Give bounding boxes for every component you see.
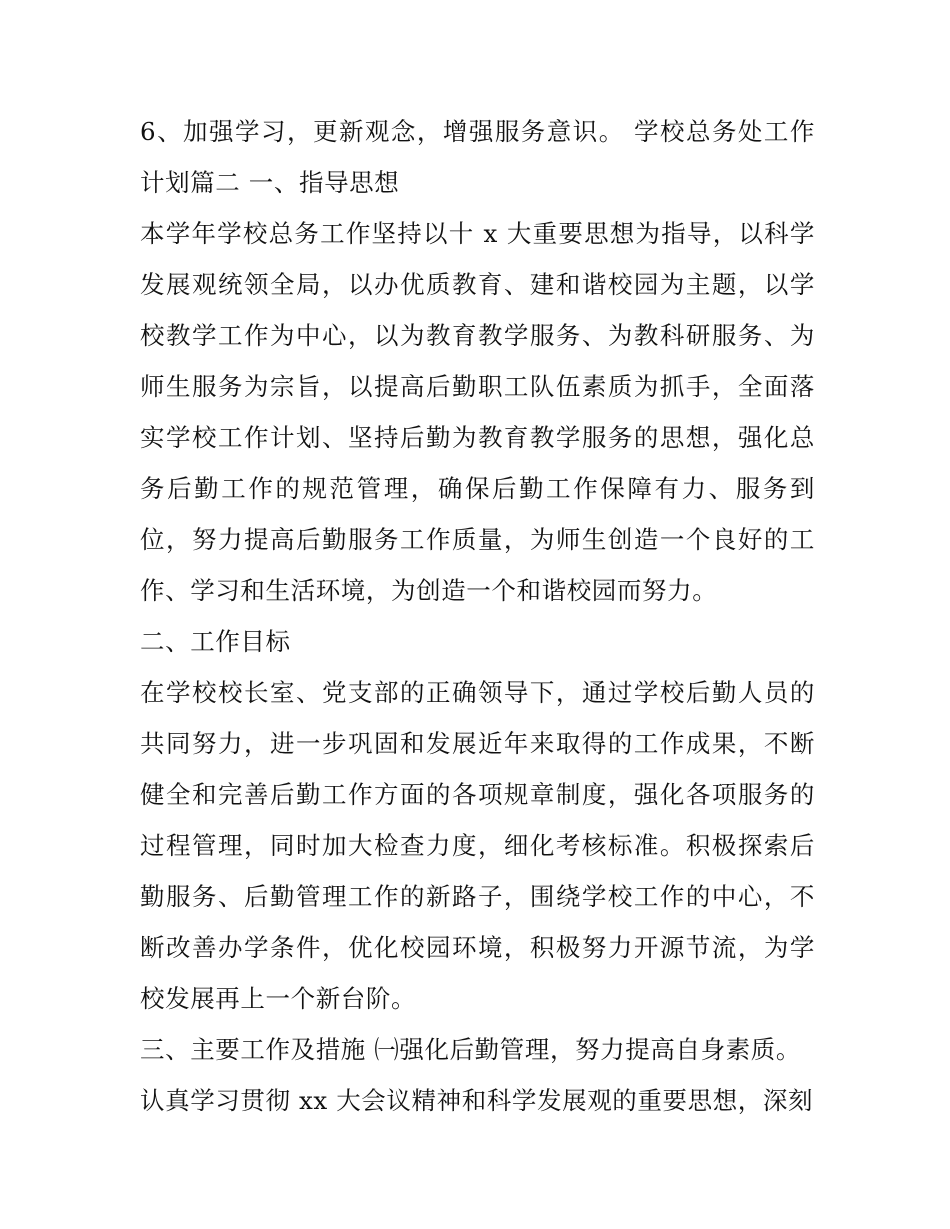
paragraph-guiding-thought: 本学年学校总务工作坚持以十 x 大重要思想为指导，以科学发展观统领全局，以办优质教育、建和谐校园为主题，以学校教学工作为中心，以为教育教学服务、为教科研服务、为师生服务为宗旨，以提高后勤职工队伍素质为抓手，全面落实学校工作计划、坚持后勤为教育教学服务的思想，强化总务后勤工作的规范管理，确保后勤工作保障有力、服务到位，努力提高后勤服务工作质量，为师生创造一个良好的工作、学习和生活环境，为创造一个和谐校园而努力。: [140, 219, 815, 605]
paragraph-intro: 6、加强学习，更新观念，增强服务意识。 学校总务处工作计划篇二 一、指导思想: [140, 117, 815, 197]
heading-main-work: 三、主要工作及措施 ㈠强化后勤管理，努力提高自身素质。: [140, 1035, 801, 1064]
heading-work-goals: 二、工作目标: [140, 627, 291, 656]
document-body: [140, 106, 815, 1126]
paragraph-study: 认真学习贯彻 xx 大会议精神和科学发展观的重要思想，深刻: [140, 1086, 814, 1115]
paragraph-work-goals: 在学校校长室、党支部的正确领导下，通过学校后勤人员的共同努力，进一步巩固和发展近年来取得的工作成果，不断健全和完善后勤工作方面的各项规章制度，强化各项服务的过程管理，同时加大检查力度，细化考核标准。积极探索后勤服务、后勤管理工作的新路子，围绕学校工作的中心，不断改善办学条件，优化校园环境，积极努力开源节流，为学校发展再上一个新台阶。: [140, 678, 815, 1013]
